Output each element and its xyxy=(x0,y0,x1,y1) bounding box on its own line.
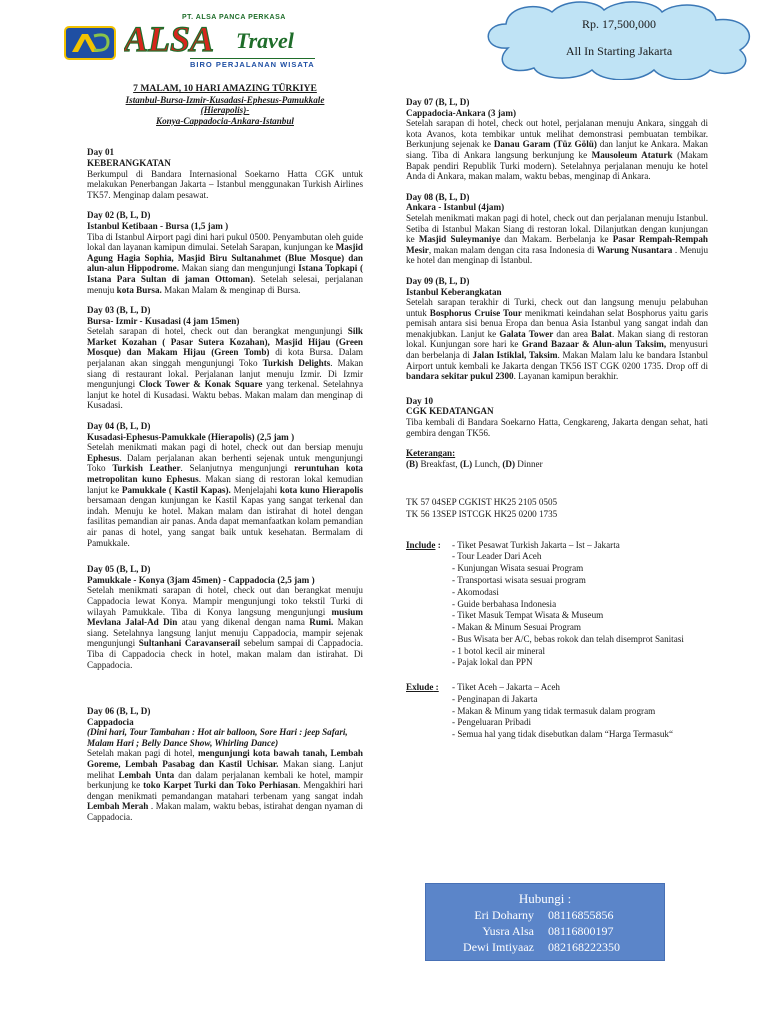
day-description: Setelah sarapan di hotel, check out hotel, perjalanan menuju Ankara, singgah di kota Avanos, kota tembikar untuk melihat demonstrasi pembuatan tembikar. Berkunjung sejenak ke Danau Garam (Tüz Gölü) dan lanjut ke Ankara. Makan siang. Tiba di Ankara langsung berkunjung ke Mausoleum Ataturk (Makam Bapak pendiri Republik Turki modern). Setelahnya perjalanan menuju ke hotel Anda di Ankara, makan malam, waktu bebas, menginap di Ankara. xyxy=(406,118,708,182)
list-item: - Semua hal yang tidak disebutkan dalam “Harga Termasuk“ xyxy=(452,729,673,740)
company-name: PT. ALSA PANCA PERKASA xyxy=(182,14,286,21)
alsa-emblem-icon xyxy=(64,26,116,60)
svg-text:ALSA: ALSA xyxy=(124,19,215,58)
day-description: Tiba kembali di Bandara Soekarno Hatta, Cengkareng, Jakarta dengan sehat, hati gembira dengan TK56. xyxy=(406,417,708,438)
day-number: Day 05 (B, L, D) xyxy=(87,564,151,575)
day-06 xyxy=(87,706,363,823)
day-description: Setelah sarapan di hotel, check out dan berangkat mengunjungi Silk Market Kozahan ( Pasar Sutera Kozahan), Masjid Hijau (Green Mosque) dan Makam Hijau (Green Tomb) di kota Bursa. Dalam perjalanan akan singgah mengunjungi Toko Turkish Delights. Makan siang di restaurant lokal. Perjalanan lanjut menuju Izmir. Di Izmir mengunjungi Clock Tower & Konak Square yang terkenal. Setelahnya lanjut ke hotel di Kusadasi. Waktu bebas. Makan malam dan menginap di Kusadasi. xyxy=(87,326,364,411)
tour-route-3: Konya-Cappadocia-Ankara-Istanbul xyxy=(156,115,294,126)
tour-route-1: Istanbul-Bursa-Izmir-Kusadasi-Ephesus-Pamukkale xyxy=(125,94,325,105)
list-item: - Pajak lokal dan PPN xyxy=(452,657,533,668)
alsa-travel-wordmark xyxy=(124,18,324,58)
day-02 xyxy=(87,210,363,295)
day-number: Day 08 (B, L, D) xyxy=(406,191,470,202)
exclude-list xyxy=(406,682,708,740)
list-item: - Akomodasi xyxy=(452,586,499,597)
day-description: Setelah sarapan terakhir di Turki, check out dan langsung menuju pelabuhan untuk Bosphorus Cruise Tour menikmati keindahan selat Bosphorus yaitu garis pemisah antara sisi benua Eropa dan benua Asia Istanbul yang sangat indah dan menakjubkan. Lanjut ke Galata Tower dan area Balat. Makan siang di restoran lokal. Kunjungan sore hari ke Grand Bazaar & Alun-alun Taksim, menyusuri dan berbelanja di Jalan Istiklal, Taksim. Makan Malam lalu ke bandara Istanbul Airport untuk kembali ke Jakarta dengan TK56 IST CGK 0200 1735. Drop off di bandara sekitar pukul 2300. Layanan kamipun berakhir. xyxy=(406,297,709,382)
day-description: Berkumpul di Bandara Internasional Soekarno Hatta CGK untuk melakukan Penerbangan Jakarta – Istanbul menggunakan Turkish Airlines TK57. Menginap dalam pesawat. xyxy=(87,168,363,200)
day-optional-tours: (Dini hari, Tour Tambahan : Hot air balloon, Sore Hari : jeep Safari, Malam Hari ; Belly Dance Show, Whirling Dance) xyxy=(87,727,348,748)
list-item: - Tour Leader Dari Aceh xyxy=(452,551,542,562)
list-item: - Transportasi wisata sesuai program xyxy=(452,574,586,585)
day-number: Day 06 (B, L, D) xyxy=(87,706,151,717)
itinerary-right-column xyxy=(406,97,708,741)
exclude-label: Exlude : xyxy=(406,682,439,692)
contact-phone[interactable]: 082168222350 xyxy=(548,940,620,954)
tour-title: 7 MALAM, 10 HARI AMAZING TÜRKIYE xyxy=(133,83,317,94)
day-description: Tiba di Istanbul Airport pagi dini hari pukul 0500. Penyambutan oleh guide lokal dan layanan kamipun dimulai. Setelah Sarapan, kunjungan ke Masjid Agung Hagia Sophia, Masjid Biru Sultanahmet (Blue Mosque) dan alun-alun Hippodrome. Makan siang dan mengunjungi Istana Topkapi ( Istana Para Sultan di jaman Ottoman). Setelah selesai, perjalanan menuju kota Bursa. Makan Malam & menginap di Bursa. xyxy=(87,231,363,295)
list-item: - Penginapan di Jakarta xyxy=(452,693,538,704)
svg-text:Travel: Travel xyxy=(236,28,294,53)
day-title: Bursa- Izmir - Kusadasi (4 jam 15men) xyxy=(87,315,240,326)
include-label: Include : xyxy=(406,539,441,550)
day-title: KEBERANGKATAN xyxy=(87,157,171,168)
list-item: - Tiket Masuk Tempat Wisata & Museum xyxy=(452,610,604,621)
day-description: Setelah menikmati sarapan di hotel, check out dan berangkat menuju Cappadocia lewat Konya. Mampir mengunjungi toko tekstil Turki di wilayah Pamukkale. Tiba di Konya langsung mengunjungi musium Mevlana Jalal-Ad Din atau yang dikenal dengan nama Rumi. Makan siang. Setelahnya langsung lanjut menuju Cappadocia, mampir sejenak mengunjungi Sultanhani Caravanserail sebelum sampai di Cappadocia. Tiba di Cappadocia check in hotel, makan malam dan istirahat. Di Cappadocia. xyxy=(87,585,364,670)
contact-name: Dewi Imtiyaaz xyxy=(463,940,534,954)
day-description: Setelah menikmati makan pagi di hotel, check out dan bersiap menuju Ephesus. Dalam perjalanan akan berhenti sejenak untuk mengunjungi Toko Turkish Leather. Selanjutnya mengunjungi reruntuhan kota metropolitan kuno Ephesus. Makan siang di restoran lokal kemudian lanjut ke Pamukkale ( Kastil Kapas). Menjelajahi kota kuno Hierapolis bersamaan dengan kunjungan ke Kastil Kapas yang sangat terkenal dan indah. Menuju ke hotel. Makan malam dan istirahat di hotel dengan fasilitas pemandian air panas. Anda dapat memanfaatkan kolam pemandian air panas di hotel, yang sangat baik untuk kesehatan. Bermalam di Pamukkale. xyxy=(87,442,363,548)
day-title: Kusadasi-Ephesus-Pamukkale (Hierapolis) (2,5 jam ) xyxy=(87,431,295,442)
day-10 xyxy=(406,396,708,438)
flight-row: TK 56 13SEP ISTCGK HK25 0200 1735 xyxy=(406,509,558,519)
day-title: Cappadocia xyxy=(87,716,134,727)
exclude-section xyxy=(406,682,708,740)
list-item: - Makan & Minum yang tidak termasuk dalam program xyxy=(452,705,656,716)
itinerary-header xyxy=(87,84,363,126)
tour-route-2: (Hierapolis)- xyxy=(200,105,250,116)
price-cloud xyxy=(478,0,760,80)
day-04 xyxy=(87,421,363,548)
flight-schedule xyxy=(406,497,708,519)
company-tagline: BIRO PERJALANAN WISATA xyxy=(190,60,315,69)
include-list xyxy=(406,540,708,668)
list-item: - 1 botol kecil air mineral xyxy=(452,645,545,656)
list-item: - Bus Wisata ber A/C, bebas rokok dan telah disemprot Sanitasi xyxy=(452,633,684,644)
day-title: Cappadocia-Ankara (3 jam) xyxy=(406,107,517,118)
day-number: Day 01 xyxy=(87,147,115,158)
list-item: - Tiket Pesawat Turkish Jakarta – Ist – Jakarta xyxy=(452,539,620,550)
day-title: CGK KEDATANGAN xyxy=(406,406,494,417)
contact-title: Hubungi : xyxy=(518,891,572,906)
company-logo xyxy=(64,14,326,69)
include-section xyxy=(406,540,708,668)
day-number: Day 07 (B, L, D) xyxy=(406,97,470,107)
day-title: Istanbul Keberangkatan xyxy=(406,286,502,297)
tour-price: Rp. 17,500,000 xyxy=(581,17,656,31)
list-item: - Makan & Minum Sesuai Program xyxy=(452,622,582,633)
contact-name: Eri Doharny xyxy=(474,908,534,922)
flight-row: TK 57 04SEP CGKIST HK25 2105 0505 xyxy=(406,497,558,508)
itinerary-left-column xyxy=(87,84,363,833)
day-number: Day 02 (B, L, D) xyxy=(87,210,151,221)
contact-name: Yusra Alsa xyxy=(482,924,534,938)
day-number: Day 09 (B, L, D) xyxy=(406,275,470,286)
day-01 xyxy=(87,147,363,200)
cloud-shape xyxy=(478,0,760,80)
day-title: Pamukkale - Konya (3jam 45men) - Cappadocia (2,5 jam ) xyxy=(87,574,315,585)
legend-label: Keterangan: xyxy=(406,448,456,459)
day-07 xyxy=(406,97,708,182)
day-08 xyxy=(406,192,708,266)
day-title: Istanbul Ketibaan - Bursa (1,5 jam ) xyxy=(87,220,229,231)
day-03 xyxy=(87,305,363,411)
price-note: All In Starting Jakarta xyxy=(565,44,673,58)
list-item: - Pengeluaran Pribadi xyxy=(452,717,532,728)
list-item: - Guide berbahasa Indonesia xyxy=(452,598,557,609)
day-number: Day 04 (B, L, D) xyxy=(87,421,151,432)
day-description: Setelah menikmati makan pagi di hotel, check out dan perjalanan menuju Istanbul. Setiba di Istanbul Makan Siang di restoran lokal. Dilanjutkan dengan kunjungan ke Masjid Suleymaniye dan Makam. Berbelanja ke Pasar Rempah-Rempah Mesir, makan malam dengan cita rasa Indonesia di Warung Nusantara . Menuju ke hotel dan menginap di Istanbul. xyxy=(406,212,709,266)
list-item: - Tiket Aceh – Jakarta – Aceh xyxy=(452,682,560,692)
meal-legend: (B) Breakfast, (L) Lunch, (D) Dinner xyxy=(406,458,543,469)
contact-box xyxy=(425,883,665,961)
day-description: Setelah makan pagi di hotel, mengunjungi kota bawah tanah, Lembah Goreme, Lembah Pasabag dan Kastil Uchisar. Makan siang. Lanjut melihat Lembah Unta dan dalam perjalanan kembali ke hotel, mampir berkunjung ke toko Karpet Turki dan Toko Perhiasan. Mengakhiri hari dengan menikmati pemandangan matahari terbenam yang sangat indah Lembah Merah . Makan malam, waktu bebas, istirahat dengan nyaman di Cappadocia. xyxy=(87,748,364,823)
day-title: Ankara - Istanbul (4jam) xyxy=(406,202,505,213)
day-number: Day 10 xyxy=(406,395,434,406)
list-item: - Kunjungan Wisata sesuai Program xyxy=(452,563,584,574)
contact-phone[interactable]: 08116855856 xyxy=(548,908,614,922)
day-09 xyxy=(406,276,708,382)
contact-phone[interactable]: 08116800197 xyxy=(548,924,614,938)
day-05 xyxy=(87,564,363,670)
day-number: Day 03 (B, L, D) xyxy=(87,305,151,316)
